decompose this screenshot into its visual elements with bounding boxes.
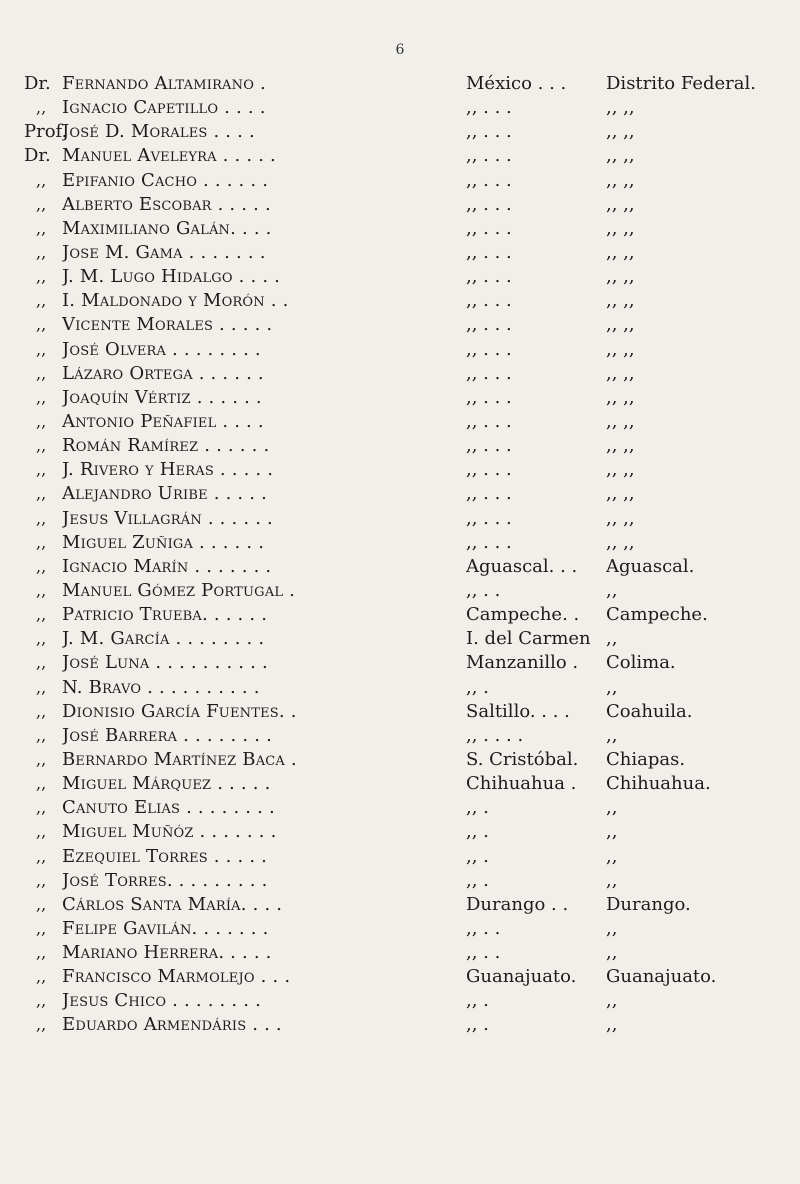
locality: ,, . . bbox=[466, 917, 501, 939]
title-prefix: Prof. bbox=[24, 121, 68, 143]
title-prefix: ,, bbox=[36, 846, 47, 866]
person-name: Fernando Altamirano . bbox=[62, 73, 266, 94]
state-name: ,, ,, bbox=[606, 314, 635, 336]
list-item bbox=[24, 893, 796, 917]
title-prefix: ,, bbox=[36, 532, 47, 552]
locality: ,, . bbox=[466, 797, 489, 819]
state-name: ,, bbox=[606, 821, 618, 843]
title-prefix: ,, bbox=[36, 315, 47, 335]
person-name: Vicente Morales . . . . . bbox=[62, 314, 273, 336]
locality: ,, . . . bbox=[466, 435, 512, 457]
state-name: ,, ,, bbox=[606, 435, 635, 457]
locality: Saltillo. . . . bbox=[466, 700, 570, 722]
locality: ,, . . . bbox=[466, 459, 512, 481]
state-name: ,, ,, bbox=[606, 459, 635, 481]
person-name: José D. Morales . . . . bbox=[62, 121, 255, 143]
person-name: Alberto Escobar . . . . . bbox=[62, 193, 271, 215]
title-prefix: ,, bbox=[36, 242, 47, 262]
state-name: ,, bbox=[606, 797, 618, 819]
locality: ,, . . . bbox=[466, 217, 512, 239]
person-name: José Torres. . . . . . . . . bbox=[62, 869, 268, 891]
locality: ,, . . . bbox=[466, 169, 512, 191]
list-item bbox=[24, 748, 796, 772]
state-name: ,, ,, bbox=[606, 217, 635, 239]
locality: I. del Carmen bbox=[466, 628, 591, 650]
locality: ,, . . . bbox=[466, 97, 512, 119]
locality: Campeche. . bbox=[466, 604, 580, 626]
list-item bbox=[24, 313, 796, 337]
list-item bbox=[24, 120, 796, 144]
locality: México . . . bbox=[466, 73, 567, 94]
list-item bbox=[24, 289, 796, 313]
locality: ,, . bbox=[466, 845, 489, 867]
person-name: Jesus Chico . . . . . . . . bbox=[62, 990, 261, 1012]
list-item bbox=[24, 941, 796, 965]
person-name: J. Rivero y Heras . . . . . bbox=[62, 459, 274, 481]
list-item bbox=[24, 772, 796, 796]
person-name: Canuto Elias . . . . . . . . bbox=[62, 797, 275, 819]
list-item bbox=[24, 144, 796, 168]
title-prefix: ,, bbox=[36, 556, 47, 576]
title-prefix: ,, bbox=[36, 918, 47, 938]
locality: ,, . . . bbox=[466, 410, 512, 432]
person-name: Eduardo Armendáris . . . bbox=[62, 1014, 282, 1036]
list-item bbox=[24, 603, 796, 627]
title-prefix: ,, bbox=[36, 629, 47, 649]
list-item bbox=[24, 72, 796, 96]
state-name: ,, bbox=[606, 676, 618, 698]
title-prefix: ,, bbox=[36, 605, 47, 625]
locality: ,, . . . bbox=[466, 338, 512, 360]
list-item bbox=[24, 869, 796, 893]
list-item bbox=[24, 579, 796, 603]
list-item bbox=[24, 965, 796, 989]
person-name: José Barrera . . . . . . . . bbox=[62, 724, 272, 746]
locality: ,, . . . bbox=[466, 531, 512, 553]
person-name: Dionisio García Fuentes. . bbox=[62, 700, 297, 722]
state-name: ,, ,, bbox=[606, 362, 635, 384]
title-prefix: ,, bbox=[36, 194, 47, 214]
state-name: Chiapas. bbox=[606, 748, 686, 770]
locality: Guanajuato. bbox=[466, 966, 577, 988]
list-item bbox=[24, 410, 796, 434]
person-name: Patricio Trueba. . . . . . bbox=[62, 604, 268, 626]
state-name: ,, ,, bbox=[606, 410, 635, 432]
person-name: N. Bravo . . . . . . . . . . bbox=[62, 676, 260, 698]
person-name: Manuel Aveleyra . . . . . bbox=[62, 145, 276, 167]
state-name: ,, bbox=[606, 869, 618, 891]
list-item bbox=[24, 555, 796, 579]
state-name: ,, ,, bbox=[606, 290, 635, 312]
state-name: Coahuila. bbox=[606, 700, 693, 722]
list-item bbox=[24, 917, 796, 941]
state-name: ,, ,, bbox=[606, 386, 635, 408]
list-item bbox=[24, 169, 796, 193]
locality: S. Cristóbal. bbox=[466, 748, 579, 770]
person-name: Bernardo Martínez Baca . bbox=[62, 748, 297, 770]
state-name: ,, bbox=[606, 579, 618, 601]
state-name: ,, bbox=[606, 942, 618, 964]
state-name: Aguascal. bbox=[606, 555, 695, 577]
list-item bbox=[24, 338, 796, 362]
person-name: J. M. García . . . . . . . . bbox=[62, 628, 265, 650]
state-name: ,, bbox=[606, 990, 618, 1012]
title-prefix: Dr. bbox=[24, 73, 51, 94]
list-item bbox=[24, 989, 796, 1013]
title-prefix: ,, bbox=[36, 1015, 47, 1035]
person-name: Felipe Gavilán. . . . . . . bbox=[62, 917, 269, 939]
locality: ,, . bbox=[466, 821, 489, 843]
locality: ,, . . . bbox=[466, 241, 512, 263]
state-name: ,, bbox=[606, 1014, 618, 1036]
state-name: ,, ,, bbox=[606, 169, 635, 191]
person-name: Román Ramírez . . . . . . bbox=[62, 435, 270, 457]
locality: ,, . bbox=[466, 869, 489, 891]
person-name: Maximiliano Galán. . . . bbox=[62, 217, 272, 239]
title-prefix: ,, bbox=[36, 436, 47, 456]
list-item bbox=[24, 96, 796, 120]
list-item bbox=[24, 458, 796, 482]
title-prefix: ,, bbox=[36, 653, 47, 673]
title-prefix: ,, bbox=[36, 943, 47, 963]
title-prefix: ,, bbox=[36, 170, 47, 190]
person-name: Lázaro Ortega . . . . . . bbox=[62, 362, 264, 384]
state-name: Distrito Federal. bbox=[606, 73, 756, 94]
locality: ,, . . . bbox=[466, 266, 512, 288]
locality: ,, . . . bbox=[466, 314, 512, 336]
title-prefix: ,, bbox=[36, 991, 47, 1011]
list-item bbox=[24, 482, 796, 506]
title-prefix: ,, bbox=[36, 363, 47, 383]
title-prefix: ,, bbox=[36, 870, 47, 890]
state-name: ,, ,, bbox=[606, 97, 635, 119]
list-item bbox=[24, 820, 796, 844]
list-item bbox=[24, 1013, 796, 1037]
state-name: ,, bbox=[606, 917, 618, 939]
list-item bbox=[24, 362, 796, 386]
person-name: Jose M. Gama . . . . . . . bbox=[62, 241, 266, 263]
person-name: Miguel Zuñiga . . . . . . bbox=[62, 531, 265, 553]
locality: ,, . bbox=[466, 1014, 489, 1036]
person-name: Miguel Muñóz . . . . . . . bbox=[62, 821, 277, 843]
list-item bbox=[24, 700, 796, 724]
list-item bbox=[24, 724, 796, 748]
locality: ,, . . . bbox=[466, 121, 512, 143]
state-name: ,, ,, bbox=[606, 241, 635, 263]
title-prefix: ,, bbox=[36, 411, 47, 431]
title-prefix: ,, bbox=[36, 508, 47, 528]
list-item bbox=[24, 193, 796, 217]
person-name: Manuel Gómez Portugal . bbox=[62, 579, 295, 601]
person-name: Ignacio Capetillo . . . . bbox=[62, 97, 266, 119]
person-name: Cárlos Santa María. . . . bbox=[62, 893, 283, 915]
person-name: Epifanio Cacho . . . . . . bbox=[62, 169, 269, 191]
person-name: Francisco Marmolejo . . . bbox=[62, 966, 291, 988]
locality: ,, . . . bbox=[466, 362, 512, 384]
state-name: ,, ,, bbox=[606, 145, 635, 167]
locality: ,, . . . bbox=[466, 290, 512, 312]
state-name: ,, bbox=[606, 845, 618, 867]
list-item bbox=[24, 531, 796, 555]
locality: ,, . . bbox=[466, 579, 501, 601]
title-prefix: ,, bbox=[36, 291, 47, 311]
person-name: J. M. Lugo Hidalgo . . . . bbox=[62, 266, 281, 288]
title-prefix: Dr. bbox=[24, 145, 51, 167]
state-name: ,, bbox=[606, 724, 618, 746]
title-prefix: ,, bbox=[36, 822, 47, 842]
state-name: ,, ,, bbox=[606, 338, 635, 360]
person-name: Jesus Villagrán . . . . . . bbox=[62, 507, 273, 529]
state-name: ,, ,, bbox=[606, 121, 635, 143]
title-prefix: ,, bbox=[36, 677, 47, 697]
state-name: Colima. bbox=[606, 652, 676, 674]
state-name: Chihuahua. bbox=[606, 773, 711, 795]
locality: ,, . bbox=[466, 990, 489, 1012]
list-item bbox=[24, 386, 796, 410]
title-prefix: ,, bbox=[36, 701, 47, 721]
state-name: ,, bbox=[606, 628, 618, 650]
list-item bbox=[24, 676, 796, 700]
title-prefix: ,, bbox=[36, 774, 47, 794]
title-prefix: ,, bbox=[36, 339, 47, 359]
list-item bbox=[24, 796, 796, 820]
person-name: Alejandro Uribe . . . . . bbox=[62, 483, 268, 505]
list-item bbox=[24, 507, 796, 531]
state-name: ,, ,, bbox=[606, 193, 635, 215]
title-prefix: ,, bbox=[36, 484, 47, 504]
locality: ,, . . . . bbox=[466, 724, 524, 746]
title-prefix: ,, bbox=[36, 387, 47, 407]
list-item bbox=[24, 217, 796, 241]
person-name: José Luna . . . . . . . . . . bbox=[62, 652, 268, 674]
members-list bbox=[24, 72, 796, 1038]
title-prefix: ,, bbox=[36, 218, 47, 238]
person-name: Ezequiel Torres . . . . . bbox=[62, 845, 268, 867]
state-name: Guanajuato. bbox=[606, 966, 717, 988]
person-name: Joaquín Vértiz . . . . . . bbox=[62, 386, 262, 408]
locality: ,, . . . bbox=[466, 507, 512, 529]
title-prefix: ,, bbox=[36, 725, 47, 745]
title-prefix: ,, bbox=[36, 98, 47, 118]
title-prefix: ,, bbox=[36, 967, 47, 987]
locality: ,, . . . bbox=[466, 193, 512, 215]
title-prefix: ,, bbox=[36, 460, 47, 480]
list-item bbox=[24, 627, 796, 651]
person-name: Miguel Márquez . . . . . bbox=[62, 773, 271, 795]
locality: Manzanillo . bbox=[466, 652, 579, 674]
title-prefix: ,, bbox=[36, 749, 47, 769]
state-name: ,, ,, bbox=[606, 483, 635, 505]
state-name: ,, ,, bbox=[606, 507, 635, 529]
title-prefix: ,, bbox=[36, 798, 47, 818]
locality: Chihuahua . bbox=[466, 773, 577, 795]
list-item bbox=[24, 651, 796, 675]
person-name: José Olvera . . . . . . . . bbox=[62, 338, 261, 360]
locality: ,, . bbox=[466, 676, 489, 698]
locality: ,, . . . bbox=[466, 145, 512, 167]
list-item bbox=[24, 434, 796, 458]
list-item bbox=[24, 241, 796, 265]
locality: ,, . . . bbox=[466, 386, 512, 408]
person-name: Antonio Peñafiel . . . . bbox=[62, 410, 264, 432]
locality: ,, . . . bbox=[466, 483, 512, 505]
page-number: 6 bbox=[395, 42, 405, 58]
state-name: Durango. bbox=[606, 893, 691, 915]
state-name: Campeche. bbox=[606, 604, 708, 626]
list-item bbox=[24, 265, 796, 289]
person-name: Ignacio Marín . . . . . . . bbox=[62, 555, 272, 577]
state-name: ,, ,, bbox=[606, 266, 635, 288]
locality: Aguascal. . . bbox=[466, 555, 578, 577]
state-name: ,, ,, bbox=[606, 531, 635, 553]
title-prefix: ,, bbox=[36, 894, 47, 914]
list-item bbox=[24, 845, 796, 869]
title-prefix: ,, bbox=[36, 267, 47, 287]
person-name: I. Maldonado y Morón . . bbox=[62, 290, 289, 312]
locality: ,, . . bbox=[466, 942, 501, 964]
locality: Durango . . bbox=[466, 893, 569, 915]
person-name: Mariano Herrera. . . . . bbox=[62, 942, 272, 964]
title-prefix: ,, bbox=[36, 580, 47, 600]
